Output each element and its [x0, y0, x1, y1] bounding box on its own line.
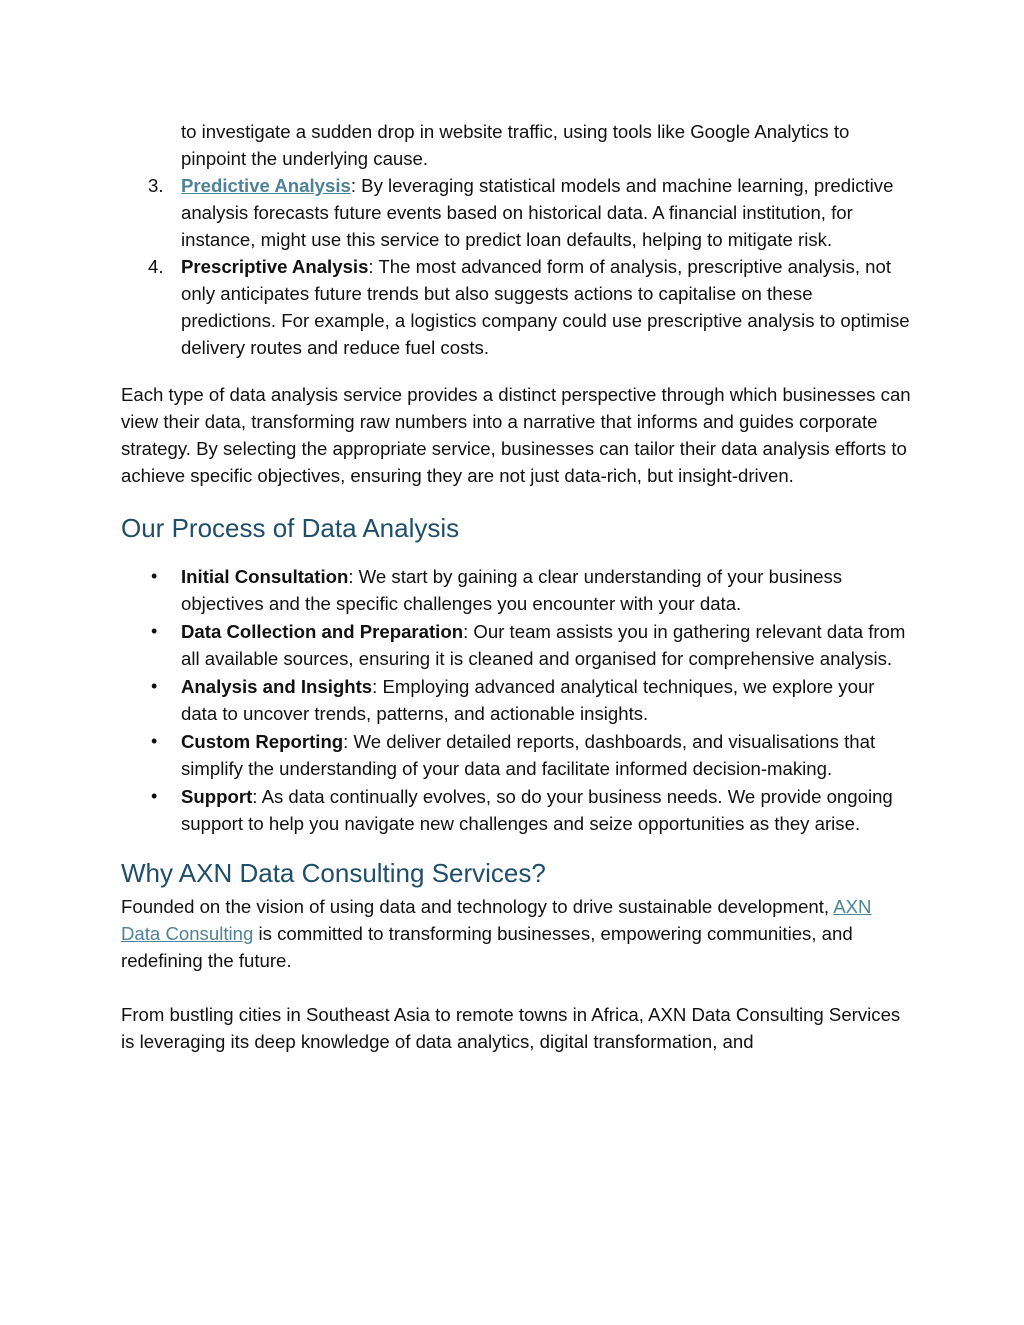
axn-data-consulting-link[interactable]: AXN Data Consulting — [121, 896, 872, 944]
process-item-support — [121, 783, 911, 837]
process-item-text: : Our team assists you in gathering relevant data from all available sources, ensuring it is cleaned and organised for comprehensive analysis. — [181, 621, 906, 669]
process-item-term: Initial Consultation — [181, 566, 349, 587]
process-item-initial-consultation — [121, 563, 911, 617]
process-item-data-collection — [121, 618, 911, 672]
process-item-term: Support — [181, 786, 253, 807]
list-item-separator: : — [368, 256, 374, 277]
list-item-continuation: to investigate a sudden drop in website traffic, using tools like Google Analytics to pinpoint the underlying cause. — [181, 121, 850, 169]
list-item-text: By leveraging statistical models and machine learning, predictive analysis forecasts future events based on historical data. A financial institution, for instance, might use this service to predict loan defaults, helping to mitigate risk. — [181, 175, 894, 250]
why-heading: Why AXN Data Consulting Services? — [121, 858, 546, 888]
list-item-separator: : — [350, 175, 357, 196]
why-paragraph-2: From bustling cities in Southeast Asia to remote towns in Africa, AXN Data Consulting Services is leveraging its deep knowledge of data analytics, digital transformation, and — [121, 1004, 901, 1052]
process-item-term: Custom Reporting — [181, 731, 344, 752]
why-paragraph-text: is committed to transforming businesses, empowering communities, and redefining the future. — [121, 923, 853, 971]
numbered-list — [121, 172, 911, 361]
document-page — [121, 118, 911, 1055]
process-heading: Our Process of Data Analysis — [121, 513, 460, 543]
list-number: 4. — [148, 256, 164, 277]
process-list — [121, 563, 911, 837]
list-item-text: The most advanced form of analysis, prescriptive analysis, not only anticipates future trends but also suggests actions to capitalise on these predictions. For example, a logistics company could use prescriptive analysis to optimise delivery routes and reduce fuel costs. — [181, 256, 910, 358]
list-item-prescriptive-analysis — [121, 253, 911, 361]
process-item-term: Analysis and Insights — [181, 676, 373, 697]
bullet-icon: • — [151, 786, 158, 806]
why-paragraph-1 — [121, 893, 911, 974]
bullet-icon: • — [151, 621, 158, 641]
list-number: 3. — [148, 175, 164, 196]
list-item-term: Prescriptive Analysis — [181, 256, 369, 277]
process-item-analysis-insights — [121, 673, 911, 727]
bullet-icon: • — [151, 566, 158, 586]
summary-paragraph: Each type of data analysis service provides a distinct perspective through which businesses can view their data, transforming raw numbers into a narrative that informs and guides corporate strategy. By selecting the appropriate service, businesses can tailor their data analysis efforts to achieve specific objectives, ensuring they are not just data-rich, but insight-driven. — [121, 384, 911, 486]
why-paragraph-text: Founded on the vision of using data and technology to drive sustainable development, — [121, 896, 834, 917]
process-item-text: : We start by gaining a clear understanding of your business objectives and the specific challenges you encounter with your data. — [181, 566, 843, 614]
list-item-predictive-analysis — [121, 172, 911, 253]
process-item-text: : Employing advanced analytical techniques, we explore your data to uncover trends, patterns, and actionable insights. — [181, 676, 875, 724]
process-item-term: Data Collection and Preparation — [181, 621, 464, 642]
bullet-icon: • — [151, 731, 158, 751]
predictive-analysis-link[interactable]: Predictive Analysis — [181, 175, 351, 196]
process-item-custom-reporting — [121, 728, 911, 782]
bullet-icon: • — [151, 676, 158, 696]
process-item-text: : We deliver detailed reports, dashboards, and visualisations that simplify the understanding of your data and facilitate informed decision-making. — [181, 731, 876, 779]
process-item-text: : As data continually evolves, so do your business needs. We provide ongoing support to help you navigate new challenges and seize opportunities as they arise. — [181, 786, 893, 834]
